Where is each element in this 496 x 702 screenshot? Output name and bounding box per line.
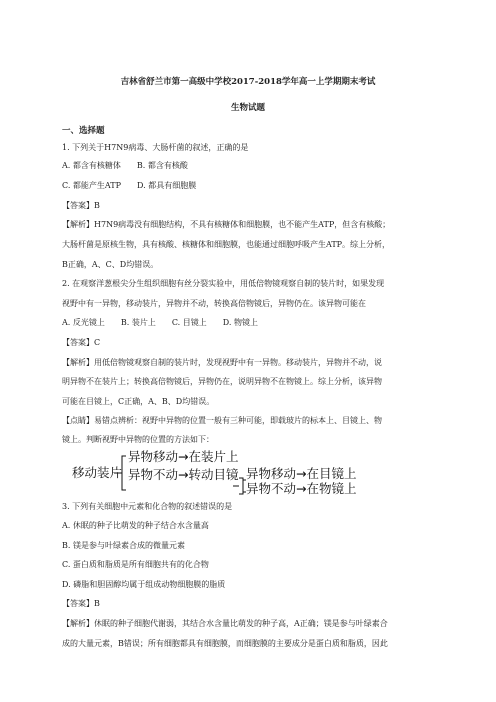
- q3-analysis-line: 【解析】休眠的种子细胞代谢弱，其结合水含量比萌发的种子高，A正确；镁是参与叶绿素合: [62, 619, 388, 628]
- q2-analysis-line: 明异物不在装片上；转换高倍物镜后，异物仍在，说明异物不在物镜上。综上分析，该异物: [62, 377, 382, 386]
- section-heading: 一、选择题: [62, 126, 105, 136]
- diagram-upper-right: 异物移动→在目镜上: [246, 466, 357, 481]
- question-2-cont: 视野中有一异物，移动装片，异物并不动，转换高倍物镜后，异物仍在。该异物可能在: [62, 299, 366, 308]
- q2-analysis-line: 【解析】用低倍物镜观察自制的装片时，发现视野中有一异物。移动装片，异物并不动，说: [62, 358, 382, 367]
- foreign-object-decision-diagram: [72, 450, 362, 496]
- q1-analysis-line: 【解析】H7N9病毒没有细胞结构，不具有核糖体和细胞膜，也不能产生ATP，但含有核酸；: [62, 220, 391, 229]
- diagram-start: 移动装片: [72, 465, 123, 480]
- q2-tip-line: 【点睛】易错点辨析：视野中异物的位置一般有三种可能，即载玻片的标本上、目镜上、物: [62, 416, 382, 425]
- q3-analysis-line: 成的大量元素，B错误；所有细胞都具有细胞膜，而细胞膜的主要成分是蛋白质和脂质，因此: [62, 639, 388, 648]
- q1-options-cd: C. 都能产生ATP D. 都具有细胞膜: [62, 181, 197, 190]
- q3-option-b: B. 镁是参与叶绿素合成的微量元素: [62, 541, 185, 550]
- q1-analysis-line: B正确，A、C、D均错误。: [62, 260, 159, 269]
- diagram-upper-mid: 异物移动→在装片上: [128, 449, 239, 464]
- q2-tip-line: 镜上。判断视野中异物的位置的方法如下：: [62, 435, 214, 444]
- q3-option-a: A. 休眠的种子比萌发的种子结合水含量高: [62, 521, 209, 530]
- q3-answer: 【答案】B: [62, 599, 100, 608]
- question-3: 3. 下列有关细胞中元素和化合物的叙述错误的是: [62, 502, 233, 511]
- q3-option-d: D. 磷脂和胆固醇均属于组成动物细胞膜的脂质: [62, 580, 226, 589]
- document-subtitle: 生物试题: [230, 103, 265, 113]
- q2-analysis-line: 可能在目镜上，C正确，A、B、D均错误。: [62, 397, 215, 406]
- question-2: 2. 在观察洋葱根尖分生组织细胞有丝分裂实验中，用低倍物镜观察自制的装片时，如果发现: [62, 279, 385, 288]
- q1-analysis-line: 大肠杆菌是原核生物，具有核酸、核糖体和细胞膜，也能通过细胞呼吸产生ATP。综上分析，: [62, 240, 391, 249]
- q2-answer: 【答案】C: [62, 338, 101, 347]
- question-1: 1. 下列关于H7N9病毒、大肠杆菌的叙述，正确的是: [62, 143, 249, 152]
- q3-option-c: C. 蛋白质和脂质是所有细胞共有的化合物: [62, 560, 209, 569]
- diagram-lower-mid: 异物不动→转动目镜: [128, 467, 239, 482]
- document-title: 吉林省舒兰市第一高级中学校2017-2018学年高一上学期期末考试: [120, 77, 376, 87]
- q1-options-ab: A. 都含有核糖体 B. 都含有核酸: [62, 161, 188, 170]
- q1-answer: 【答案】B: [62, 201, 100, 210]
- diagram-lower-right: 异物不动→在物镜上: [246, 481, 357, 496]
- q2-options: A. 反光镜上 B. 装片上 C. 目镜上 D. 物镜上: [62, 318, 258, 327]
